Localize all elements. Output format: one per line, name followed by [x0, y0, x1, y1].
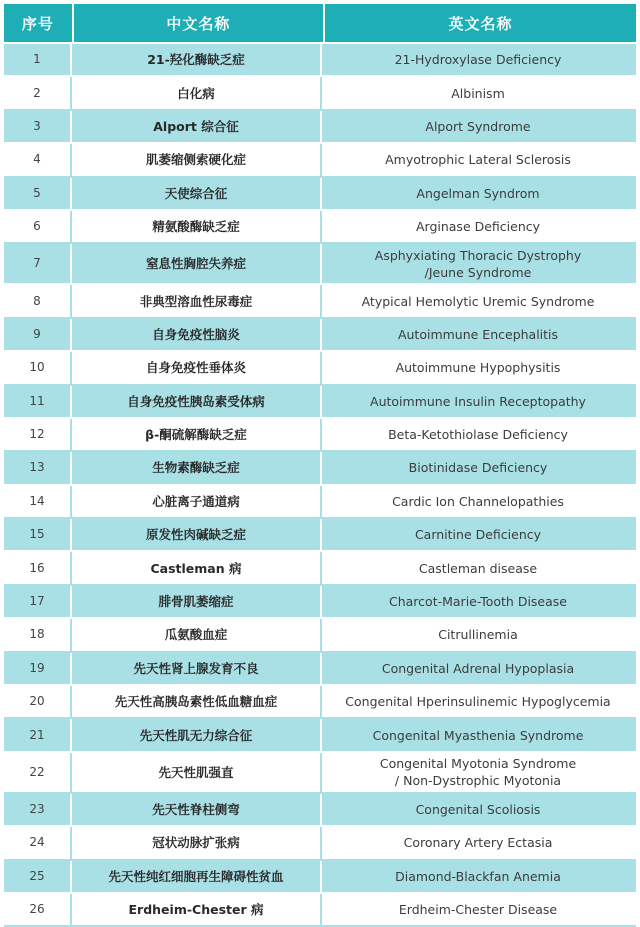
chinese-name: 天使综合征: [72, 178, 322, 209]
row-number: 18: [4, 619, 72, 650]
table-row: [4, 586, 636, 619]
row-number: 16: [4, 552, 72, 583]
row-number: 25: [4, 861, 72, 892]
english-name: Coronary Artery Ectasia: [403, 835, 553, 851]
table-header: [4, 4, 636, 44]
english-name: Autoimmune Insulin Receptopathy: [370, 393, 586, 409]
english-name: Diamond-Blackfan Anemia: [395, 868, 561, 884]
english-name: Albinism: [451, 85, 505, 101]
chinese-name: 肌萎缩侧索硬化症: [72, 144, 322, 175]
english-name: Beta-Ketothiolase Deficiency: [388, 427, 568, 443]
table-row: [4, 486, 636, 519]
table-row: [4, 619, 636, 652]
table-row: [4, 77, 636, 110]
row-number: 17: [4, 586, 72, 617]
table-row: [4, 753, 636, 794]
english-name: Biotinidase Deficiency: [408, 460, 548, 476]
row-number: 8: [4, 285, 72, 316]
table-row: [4, 452, 636, 485]
english-name: Autoimmune Encephalitis: [397, 326, 559, 342]
english-name: Arginase Deficiency: [415, 219, 541, 235]
chinese-name: 先天性纯红细胞再生障碍性贫血: [72, 861, 322, 892]
table-row: [4, 111, 636, 144]
row-number: 6: [4, 211, 72, 242]
english-name: Angelman Syndrom: [416, 185, 540, 201]
chinese-name: 先天性高胰岛素性低血糖血症: [72, 686, 322, 717]
english-name: Citrullinemia: [438, 627, 518, 643]
english-name: Carnitine Deficiency: [414, 527, 542, 543]
english-name: Autoimmune Hypophysitis: [395, 360, 561, 376]
english-name: Congenital Adrenal Hypoplasia: [381, 660, 575, 676]
chinese-name: 自身免疫性垂体炎: [72, 352, 322, 383]
english-name: Asphyxiating Thoracic Dystrophy /Jeune Syndrome: [374, 247, 582, 280]
table-row: [4, 244, 636, 285]
chinese-name: 非典型溶血性尿毒症: [72, 285, 322, 316]
table-row: [4, 44, 636, 77]
row-number: 13: [4, 452, 72, 483]
row-number: 26: [4, 894, 72, 925]
chinese-name: 先天性脊柱侧弯: [72, 794, 322, 825]
row-number: 1: [4, 44, 72, 75]
table-row: [4, 686, 636, 719]
table-row: [4, 861, 636, 894]
row-number: 22: [4, 753, 72, 792]
table-row: [4, 144, 636, 177]
row-number: 21: [4, 719, 72, 750]
chinese-name: 自身免疫性脑炎: [72, 319, 322, 350]
row-number: 10: [4, 352, 72, 383]
english-name: Congenital Myotonia Syndrome / Non-Dystrophic Myotonia: [379, 756, 577, 789]
english-name: Alport Syndrome: [425, 118, 531, 134]
chinese-name: 白化病: [72, 77, 322, 108]
chinese-name: Castleman 病: [72, 552, 322, 583]
table-row: [4, 519, 636, 552]
table-row: [4, 794, 636, 827]
row-number: 19: [4, 653, 72, 684]
row-number: 4: [4, 144, 72, 175]
english-name: Congenital Scoliosis: [415, 802, 541, 817]
chinese-name: 冠状动脉扩张病: [72, 827, 322, 858]
table-row: [4, 719, 636, 752]
row-number: 11: [4, 386, 72, 417]
table-body: [4, 44, 636, 927]
row-number: 12: [4, 419, 72, 450]
chinese-name: Erdheim-Chester 病: [72, 894, 322, 925]
english-name: Congenital Hperinsulinemic Hypoglycemia: [345, 694, 611, 710]
chinese-name: 腓骨肌萎缩症: [72, 586, 322, 617]
chinese-name: 21-羟化酶缺乏症: [72, 44, 322, 75]
chinese-name: 精氨酸酶缺乏症: [72, 211, 322, 242]
chinese-name: 先天性肌无力综合征: [72, 719, 322, 750]
table-row: [4, 552, 636, 585]
row-number: 2: [4, 77, 72, 108]
row-number: 5: [4, 178, 72, 209]
table-row: [4, 419, 636, 452]
row-number: 14: [4, 486, 72, 517]
table-row: [4, 352, 636, 385]
english-name: Erdheim-Chester Disease: [398, 902, 558, 918]
chinese-name: 窒息性胸腔失养症: [72, 244, 322, 283]
english-name: Castleman disease: [418, 560, 538, 576]
header-col-en: 英文名称: [448, 14, 513, 33]
table-row: [4, 285, 636, 318]
header-col-cn: 中文名称: [74, 4, 325, 42]
row-number: 3: [4, 111, 72, 142]
rare-disease-table: [4, 4, 636, 927]
table-row: [4, 319, 636, 352]
table-row: [4, 211, 636, 244]
chinese-name: 生物素酶缺乏症: [72, 452, 322, 483]
english-name: Congenital Myasthenia Syndrome: [372, 727, 584, 743]
english-name: Cardic Ion Channelopathies: [392, 493, 564, 509]
row-number: 23: [4, 794, 72, 825]
chinese-name: 原发性肉碱缺乏症: [72, 519, 322, 550]
chinese-name: 先天性肾上腺发育不良: [72, 653, 322, 684]
chinese-name: Alport 综合征: [72, 111, 322, 142]
table-row: [4, 827, 636, 860]
table-row: [4, 653, 636, 686]
english-name: Charcot-Marie-Tooth Disease: [389, 594, 567, 610]
row-number: 24: [4, 827, 72, 858]
chinese-name: 心脏离子通道病: [72, 486, 322, 517]
chinese-name: 先天性肌强直: [72, 753, 322, 792]
row-number: 9: [4, 319, 72, 350]
header-col-no: 序号: [4, 4, 74, 42]
chinese-name: 瓜氨酸血症: [72, 619, 322, 650]
chinese-name: β-酮硫解酶缺乏症: [72, 419, 322, 450]
english-name: Atypical Hemolytic Uremic Syndrome: [361, 293, 595, 309]
chinese-name: 自身免疫性胰岛素受体病: [72, 386, 322, 417]
row-number: 15: [4, 519, 72, 550]
row-number: 20: [4, 686, 72, 717]
table-row: [4, 894, 636, 927]
english-name: 21-Hydroxylase Deficiency: [394, 52, 562, 68]
english-name: Amyotrophic Lateral Sclerosis: [385, 152, 571, 168]
table-row: [4, 178, 636, 211]
table-row: [4, 386, 636, 419]
row-number: 7: [4, 244, 72, 283]
